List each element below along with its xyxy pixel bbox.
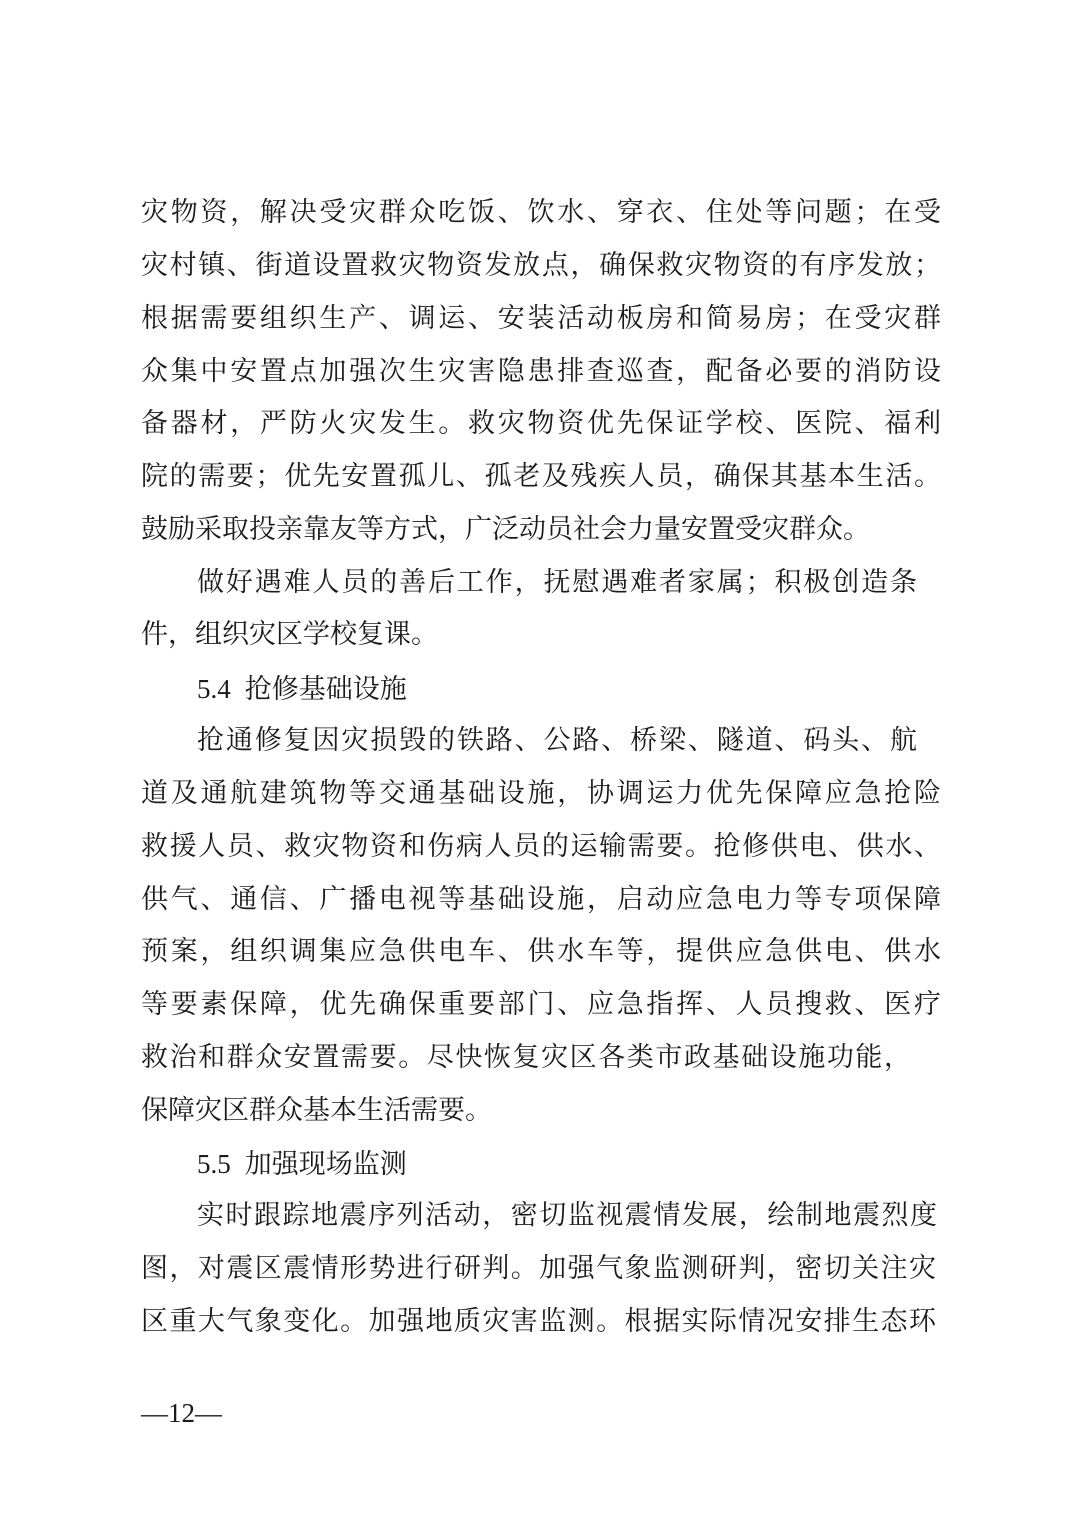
page-number: —12— bbox=[141, 1398, 222, 1428]
section-heading-5-4 bbox=[197, 672, 407, 707]
text-line: 供气、通信、广播电视等基础设施，启动应急电力等专项保障 bbox=[141, 884, 941, 915]
text-line: 件，组织灾区学校复课。 bbox=[141, 619, 438, 650]
section-title: 加强现场监测 bbox=[244, 1149, 407, 1180]
text-line: 实时跟踪地震序列活动，密切监视震情发展，绘制地震烈度 bbox=[197, 1200, 937, 1231]
text-line: 救治和群众安置需要。尽快恢复灾区各类市政基础设施功能， bbox=[141, 1042, 911, 1073]
text-line: 道及通航建筑物等交通基础设施，协调运力优先保障应急抢险 bbox=[141, 778, 941, 809]
text-line: 根据需要组织生产、调运、安装活动板房和简易房；在受灾群 bbox=[141, 303, 941, 334]
text-line: 图，对震区震情形势进行研判。加强气象监测研判，密切关注灾 bbox=[141, 1253, 936, 1284]
text-line: 救援人员、救灾物资和伤病人员的运输需要。抢修供电、供水、 bbox=[141, 831, 941, 862]
text-line: 灾村镇、街道设置救灾物资发放点，确保救灾物资的有序发放； bbox=[141, 250, 941, 281]
text-line: 鼓励采取投亲靠友等方式，广泛动员社会力量安置受灾群众。 bbox=[141, 514, 870, 545]
text-line: 保障灾区群众基本生活需要。 bbox=[141, 1095, 492, 1126]
section-heading-5-5 bbox=[197, 1147, 407, 1182]
text-line: 灾物资，解决受灾群众吃饭、饮水、穿衣、住处等问题；在受 bbox=[141, 197, 941, 228]
text-line: 院的需要；优先安置孤儿、孤老及残疾人员，确保其基本生活。 bbox=[141, 461, 941, 492]
text-line: 抢通修复因灾损毁的铁路、公路、桥梁、隧道、码头、航 bbox=[197, 725, 917, 756]
text-line: 预案，组织调集应急供电车、供水车等，提供应急供电、供水 bbox=[141, 936, 941, 967]
text-line: 备器材，严防火灾发生。救灾物资优先保证学校、医院、福利 bbox=[141, 408, 941, 439]
text-line: 等要素保障，优先确保重要部门、应急指挥、人员搜救、医疗 bbox=[141, 989, 941, 1020]
section-number: 5.5 bbox=[197, 1149, 231, 1179]
text-line: 区重大气象变化。加强地质灾害监测。根据实际情况安排生态环 bbox=[141, 1306, 936, 1337]
text-line: 众集中安置点加强次生灾害隐患排查巡查，配备必要的消防设 bbox=[141, 356, 941, 387]
section-title: 抢修基础设施 bbox=[244, 674, 407, 705]
section-number: 5.4 bbox=[197, 674, 231, 704]
text-line: 做好遇难人员的善后工作，抚慰遇难者家属；积极创造条 bbox=[197, 567, 917, 598]
